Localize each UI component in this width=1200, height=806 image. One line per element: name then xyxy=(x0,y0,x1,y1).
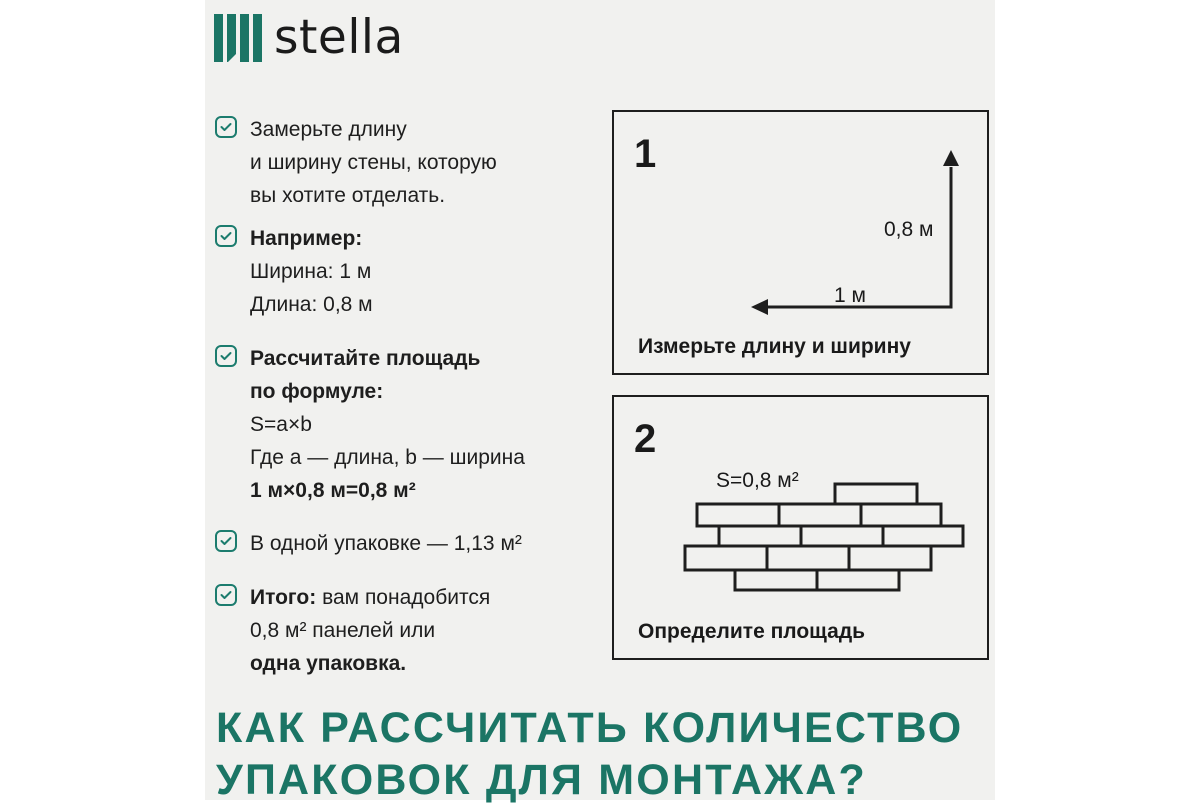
heading-line: КАК РАССЧИТАТЬ КОЛИЧЕСТВО xyxy=(216,704,964,752)
card-number: 2 xyxy=(634,417,657,461)
arrow-up-icon xyxy=(943,150,959,307)
card-area xyxy=(612,395,989,660)
step-measure xyxy=(215,113,497,212)
area-label: S=0,8 м² xyxy=(716,469,799,492)
step-measure-line: Замерьте длину xyxy=(250,118,407,141)
step-package xyxy=(215,527,522,560)
page-heading xyxy=(216,702,963,806)
step-formula-title: по формуле: xyxy=(250,380,384,403)
step-formula-title: Рассчитайте площадь xyxy=(250,347,481,370)
card-number: 1 xyxy=(634,132,657,176)
card-caption: Определите площадь xyxy=(638,620,866,643)
formula-result: 1 м×0,8 м=0,8 м² xyxy=(250,479,416,502)
check-icon xyxy=(215,116,237,138)
step-example-title: Например: xyxy=(250,227,363,250)
brand-name: stella xyxy=(274,10,404,65)
step-example-length: Длина: 0,8 м xyxy=(250,293,373,316)
formula-legend: Где a — длина, b — ширина xyxy=(250,446,525,469)
check-icon xyxy=(215,345,237,367)
stella-logo-icon xyxy=(214,14,264,62)
step-total-line: 0,8 м² панелей или xyxy=(250,619,436,642)
step-measure-line: вы хотите отделать. xyxy=(250,184,446,207)
check-icon xyxy=(215,584,237,606)
heading-line: УПАКОВОК ДЛЯ МОНТАЖА? xyxy=(216,756,867,804)
card-measure xyxy=(612,110,989,375)
step-package-text: В одной упаковке — 1,13 м² xyxy=(250,532,522,555)
step-example xyxy=(215,222,373,321)
check-icon xyxy=(215,530,237,552)
step-total-text: вам понадобится xyxy=(316,586,491,609)
step-formula xyxy=(215,342,525,507)
check-icon xyxy=(215,225,237,247)
step-total xyxy=(215,581,490,680)
step-total-label: Итого: xyxy=(250,586,317,609)
step-measure-line: и ширину стены, которую xyxy=(250,151,497,174)
step-example-width: Ширина: 1 м xyxy=(250,260,372,283)
formula: S=a×b xyxy=(250,413,312,436)
card-caption: Измерьте длину и ширину xyxy=(638,335,911,358)
step-total-result: одна упаковка. xyxy=(250,652,407,675)
width-label: 1 м xyxy=(834,284,866,307)
height-label: 0,8 м xyxy=(884,218,934,241)
brand-logo xyxy=(214,12,404,64)
